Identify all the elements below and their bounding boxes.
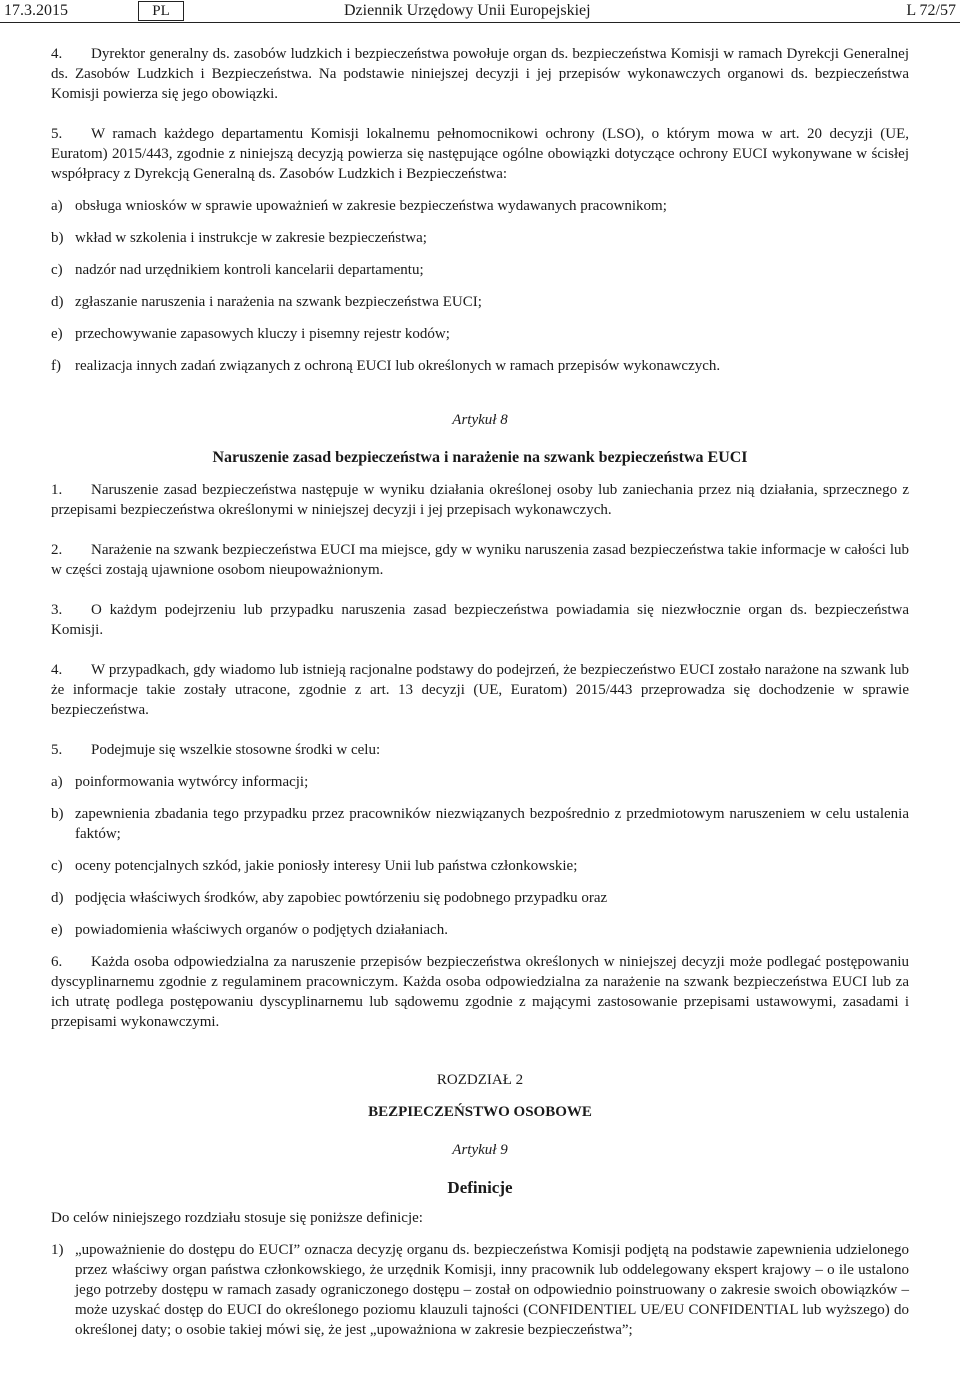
list-item: a) poinformowania wytwórcy informacji;: [51, 774, 309, 790]
list-item: f) realizacja innych zadań związanych z ochroną EUCI lub określonych w ramach przepisów wykonawczych.: [51, 358, 721, 374]
list-item: b) wkład w szkolenia i instrukcje w zakresie bezpieczeństwa;: [51, 230, 427, 246]
chapter-2-label: ROZDZIAŁ 2: [436, 1072, 524, 1088]
art8-paragraph-1: 1. Naruszenie zasad bezpieczeństwa następuje w wyniku działania określonej osoby lub zaniechania przez nią działania, sprzecznego z przepisami bezpieczeństwa określonymi w niniejszej decyzji i jej przepisach wykonawczych.: [51, 482, 909, 518]
page-header: [0, 0, 960, 23]
art8-paragraph-5: 5. Podejmuje się wszelkie stosowne środki w celu:: [51, 742, 381, 758]
article-9-label: Artykuł 9: [452, 1142, 508, 1158]
language-badge: PL: [138, 1, 184, 21]
list-item: d) podjęcia właściwych środków, aby zapobiec powtórzeniu się podobnego przypadku oraz: [51, 890, 608, 906]
art8-paragraph-6: 6. Każda osoba odpowiedzialna za naruszenie przepisów bezpieczeństwa określonych w niniejszej decyzji może podlegać postępowaniu dyscyplinarnemu zgodnie z regulaminem pracowniczym. Każda osoba odpowiedzialna za narażenie na szwank bezpieczeństwa EUCI lub za ich utratę podlega postępowaniu dyscyplinarnemu lub sądowemu zgodnie z mającymi zastosowanie przepisami ustawowymi, zasadami i przepisami wykonawczymi.: [51, 954, 909, 1030]
art7-paragraph-5: 5. W ramach każdego departamentu Komisji lokalnemu pełnomocnikowi ochrony (LSO), o którym mowa w art. 20 decyzji (UE, Euratom) 2015/443, zgodnie z niniejszą decyzją powierza się następujące ogólne obowiązki dotyczące ochrony EUCI wykonywane w ścisłej współpracy z Dyrekcją Generalną ds. Zasobów Ludzkich i Bezpieczeństwa:: [51, 126, 909, 182]
document-body: [51, 44, 909, 1340]
art8-paragraph-4: 4. W przypadkach, gdy wiadomo lub istnieją racjonalne podstawy do podejrzeń, że bezpieczeństwo EUCI zostało narażone na szwank lub że informacje takie zostały utracone, zgodnie z art. 13 decyzji (UE, Euratom) 2015/443 przeprowadza się dochodzenie w sprawie bezpieczeństwa.: [51, 662, 909, 718]
list-item: b) zapewnienia zbadania tego przypadku przez pracowników niezwiązanych bezpośrednio z przedmiotowym naruszeniem w celu ustalenia faktów;: [51, 806, 909, 842]
article-8-label: Artykuł 8: [452, 412, 508, 428]
list-item: e) przechowywanie zapasowych kluczy i pisemny rejestr kodów;: [51, 326, 450, 342]
chapter-2-title: BEZPIECZEŃSTWO OSOBOWE: [368, 1104, 592, 1120]
list-item: d) zgłaszanie naruszenia i narażenia na szwank bezpieczeństwa EUCI;: [51, 294, 482, 310]
list-item: c) nadzór nad urzędnikiem kontroli kancelarii departamentu;: [51, 262, 424, 278]
list-item: c) oceny potencjalnych szkód, jakie poniosły interesy Unii lub państwa członkowskie;: [51, 858, 578, 874]
art8-paragraph-2: 2. Narażenie na szwank bezpieczeństwa EUCI ma miejsce, gdy w wyniku naruszenia zasad bezpieczeństwa takie informacje w całości lub w części zostają ujawnione osobom nieupoważnionym.: [51, 542, 909, 578]
art8-paragraph-3: 3. O każdym podejrzeniu lub przypadku naruszenia zasad bezpieczeństwa powiadamia się niezwłocznie organ ds. bezpieczeństwa Komisji.: [51, 602, 909, 638]
list-item: e) powiadomienia właściwych organów o podjętych działaniach.: [51, 922, 448, 938]
page-number: L 72/57: [906, 2, 956, 19]
list-item: a) obsługa wniosków w sprawie upoważnień w zakresie bezpieczeństwa wydawanych pracownikom;: [51, 198, 667, 214]
art9-intro: Do celów niniejszego rozdziału stosuje się poniższe definicje:: [51, 1210, 423, 1226]
article-8-title: Naruszenie zasad bezpieczeństwa i narażenie na szwank bezpieczeństwa EUCI: [212, 449, 748, 466]
art7-paragraph-4: 4. Dyrektor generalny ds. zasobów ludzkich i bezpieczeństwa powołuje organ ds. bezpieczeństwa Komisji w ramach Dyrekcji Generalnej ds. Zasobów Ludzkich i Bezpieczeństwa. Na podstawie niniejszej decyzji i jej przepisów wykonawczych organowi ds. bezpieczeństwa Komisji powierza się jego obowiązki.: [51, 46, 909, 102]
list-item: 1) „upoważnienie do dostępu do EUCI” oznacza decyzję organu ds. bezpieczeństwa Komisji podjętą na podstawie zapewnienia udzielonego przez właściwy organ państwa członkowskiego, że urzędnik Komisji, inny pracownik lub oddelegowany ekspert krajowy – o ile ustalono jego potrzeby dostępu w ramach zasady ograniczonego dostępu – został on odpowiednio poinstruowany o zakresie swoich obowiązków – może uzyskać dostęp do EUCI do określonego poziomu klauzuli tajności (CONFIDENTIEL UE/EU CONFIDENTIAL lub wyższego) do określonej daty; o osobie takiej mówi się, że jest „upoważniona w zakresie bezpieczeństwa”;: [51, 1242, 909, 1338]
journal-title: Dziennik Urzędowy Unii Europejskiej: [344, 2, 591, 19]
publication-date: 17.3.2015: [4, 2, 68, 19]
article-9-title: Definicje: [447, 1178, 513, 1197]
